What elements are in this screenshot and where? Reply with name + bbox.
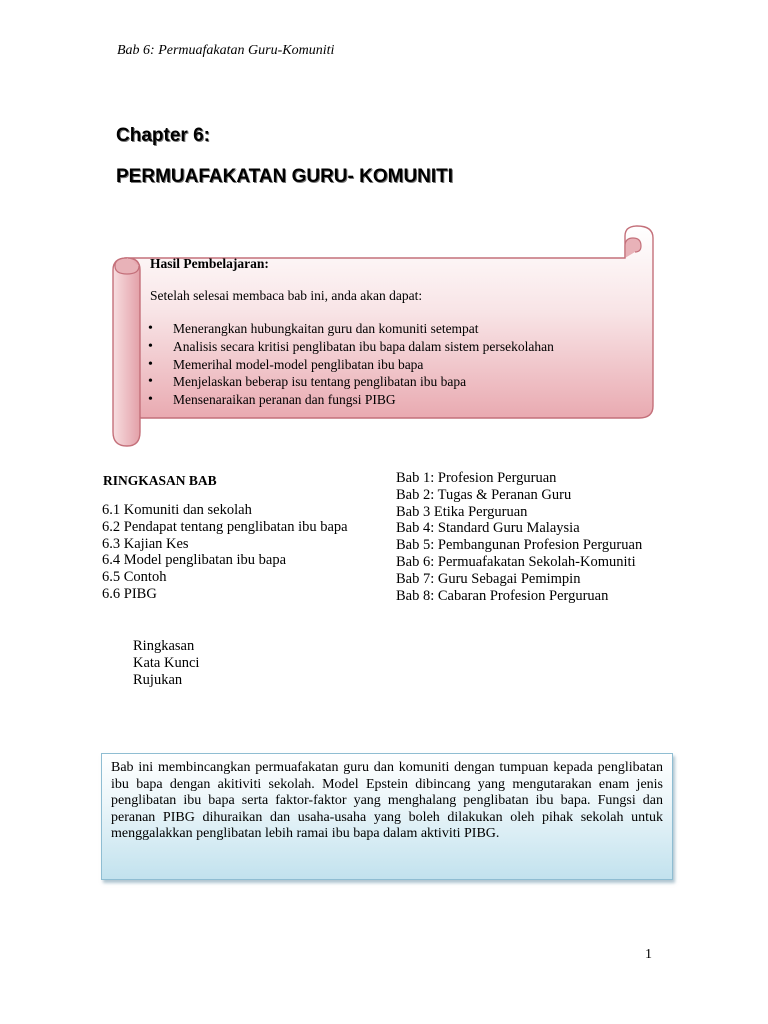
- summary-heading: RINGKASAN BAB: [103, 473, 217, 488]
- section-list: [102, 502, 352, 603]
- chapter-list-item: Bab 2: Tugas & Peranan Guru: [396, 486, 572, 503]
- chapter-title: Chapter 6:: [116, 125, 210, 146]
- chapter-list-item: Bab 3 Etika Perguruan: [396, 503, 528, 520]
- extra-item: Ringkasan: [133, 638, 195, 654]
- chapter-subtitle: PERMUAFAKATAN GURU- KOMUNITI: [116, 166, 454, 187]
- running-header: Bab 6: Permuafakatan Guru-Komuniti: [117, 43, 335, 58]
- section-item: 6.5 Contoh: [102, 569, 167, 586]
- outcomes-list: [148, 320, 554, 409]
- outcome-item: • Mensenaraikan peranan dan fungsi PIBG: [148, 391, 554, 409]
- outcome-item: • Menerangkan hubungkaitan guru dan komuniti setempat: [148, 320, 554, 338]
- section-item: 6.2 Pendapat tentang penglibatan ibu bapa: [102, 518, 348, 535]
- section-item: 6.1 Komuniti dan sekolah: [102, 502, 252, 518]
- page-number: 1: [645, 947, 652, 962]
- chapter-list-item: Bab 8: Cabaran Profesion Perguruan: [396, 587, 609, 604]
- extra-item: Rujukan: [133, 671, 183, 688]
- chapter-list-item: Bab 4: Standard Guru Malaysia: [396, 520, 580, 537]
- extra-item: Kata Kunci: [133, 654, 200, 671]
- section-item: 6.6 PIBG: [102, 585, 157, 602]
- extra-sections-list: [133, 638, 199, 688]
- chapters-list: [396, 470, 642, 604]
- section-item: 6.4 Model penglibatan ibu bapa: [102, 552, 287, 569]
- chapter-list-item: Bab 6: Permuafakatan Sekolah-Komuniti: [396, 553, 636, 570]
- chapter-list-item: Bab 5: Pembangunan Profesion Perguruan: [396, 537, 643, 554]
- chapter-list-item: Bab 7: Guru Sebagai Pemimpin: [396, 570, 581, 587]
- outcome-item: • Analisis secara kritisi penglibatan ibu bapa dalam sistem persekolahan: [148, 338, 554, 356]
- abstract-text: Bab ini membincangkan permuafakatan guru dan komuniti dengan tumpuan kepada penglibatan ibu bapa dengan akitiviti sekolah. Model Epstein dibincang yang mengutarakan enam jenis penglibatan ibu bapa serta faktor-faktor yang menghalang penglibatan ibu bapa. Fungsi dan peranan PIBG dihuraikan dan usaha-usaha yang boleh dilakukan oleh pihak sekolah untuk menggalakkan penglibatan lebih ramai ibu bapa dalam aktiviti PIBG.: [111, 760, 663, 842]
- outcome-item: • Memerihal model-model penglibatan ibu bapa: [148, 356, 554, 374]
- outcomes-intro: Setelah selesai membaca bab ini, anda akan dapat:: [150, 288, 423, 303]
- outcomes-heading: Hasil Pembelajaran:: [150, 256, 269, 271]
- chapter-list-item: Bab 1: Profesion Perguruan: [396, 470, 557, 486]
- section-item: 6.3 Kajian Kes: [102, 535, 189, 552]
- abstract-box: [101, 753, 673, 880]
- outcome-item: • Menjelaskan beberap isu tentang penglibatan ibu bapa: [148, 373, 554, 391]
